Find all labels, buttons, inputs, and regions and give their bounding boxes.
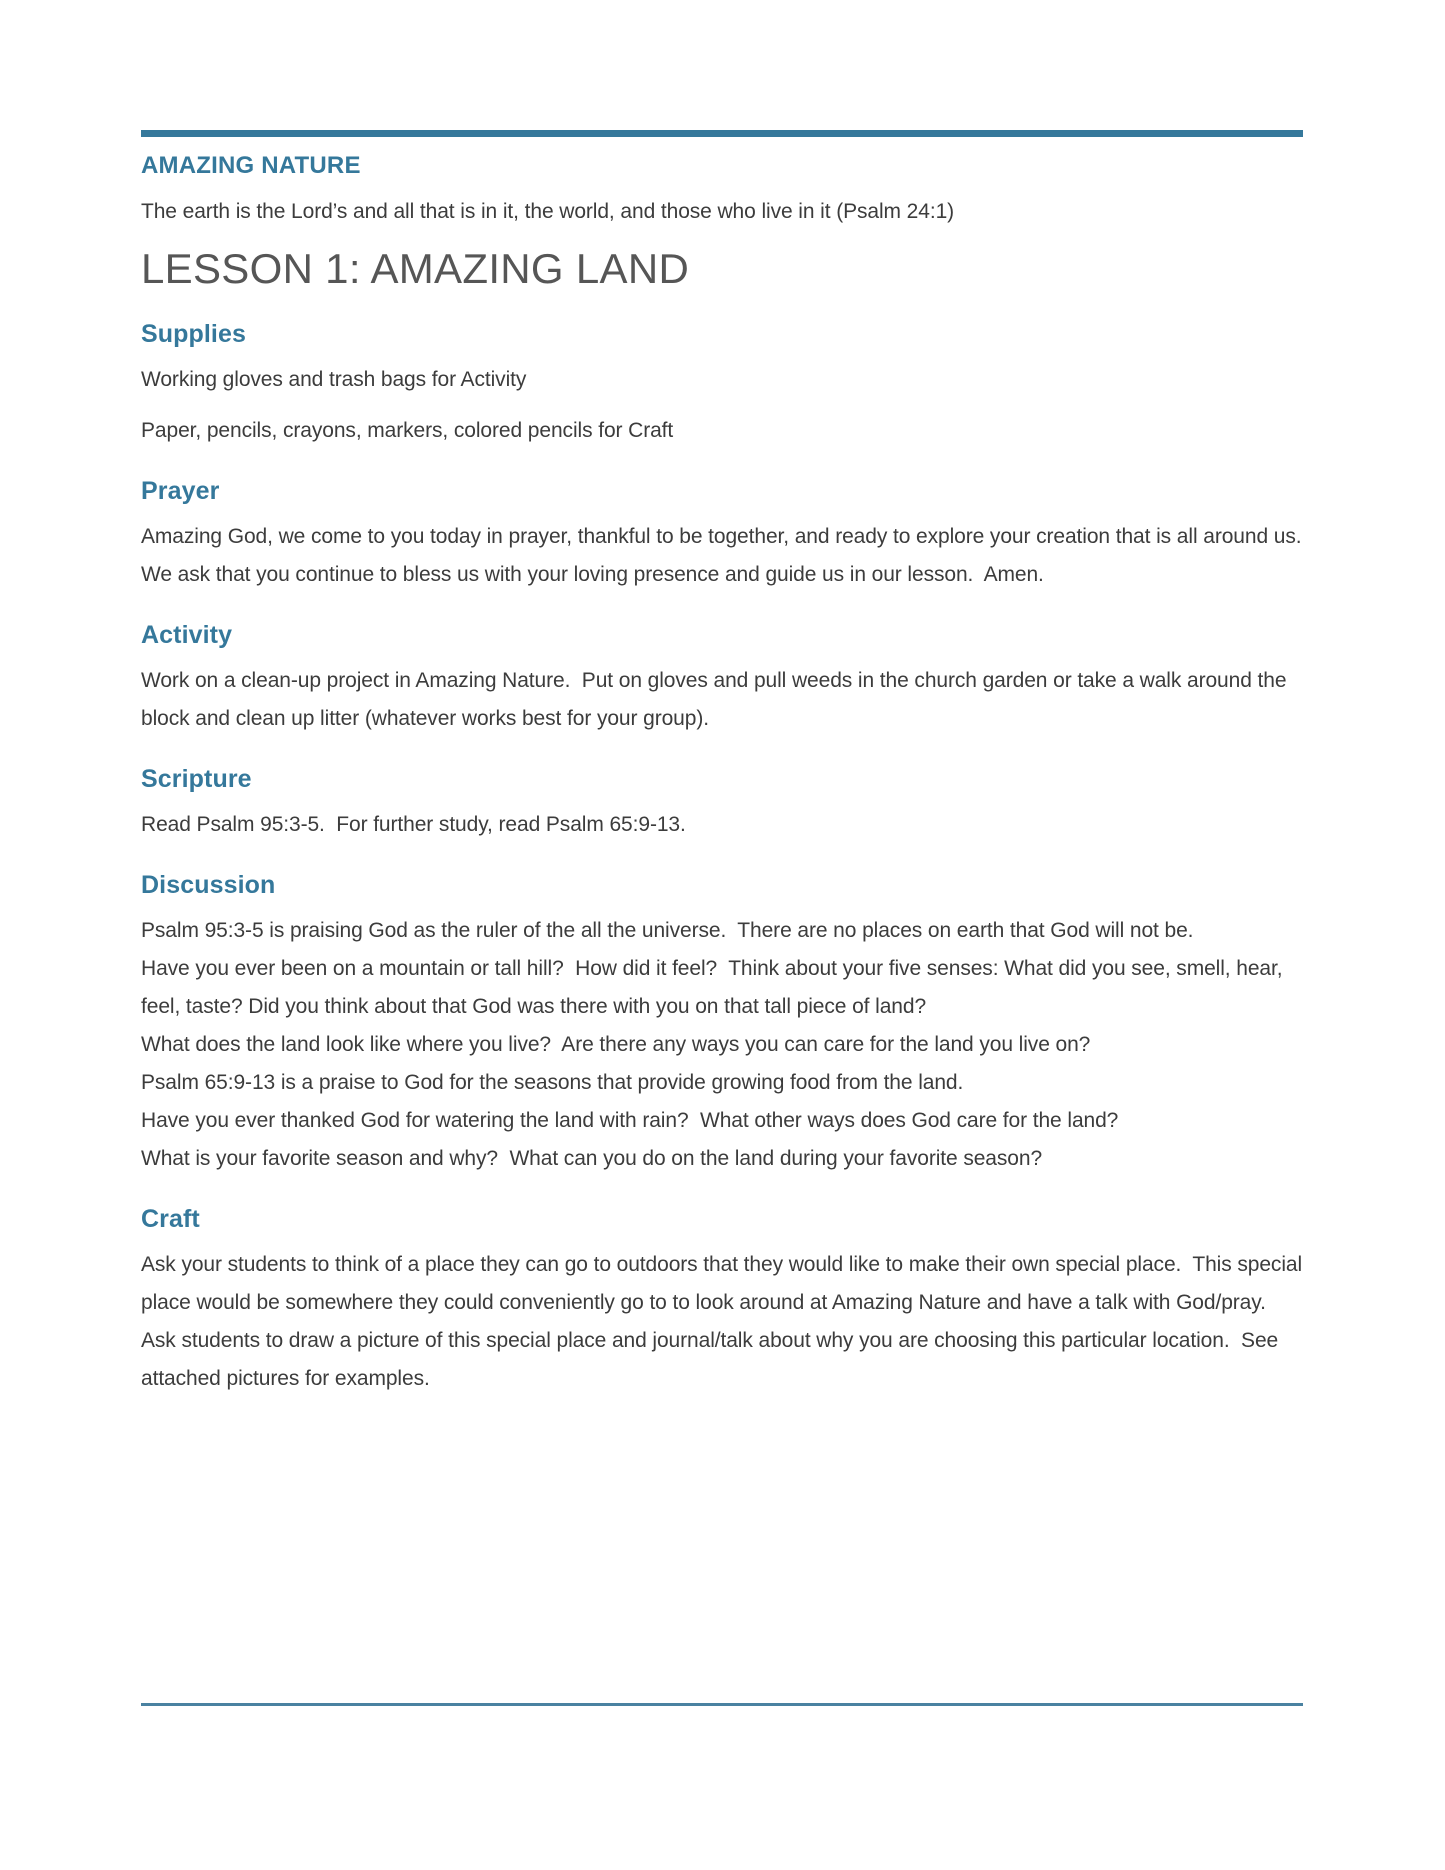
paragraph: Paper, pencils, crayons, markers, colored pencils for Craft <box>141 419 674 443</box>
paragraph: Psalm 65:9-13 is a praise to God for the seasons that provide growing food from the land. <box>141 1071 964 1095</box>
paragraph: Have you ever been on a mountain or tall hill? How did it feel? Think about your five senses: What did you see, smell, hear, feel, taste? Did you think about that God was there with you on that tall piece of land? <box>141 957 1289 1019</box>
section-discussion <box>141 870 1303 1178</box>
section-craft <box>141 1204 1308 1398</box>
document-title: AMAZING NATURE <box>141 152 361 179</box>
lesson-title: LESSON 1: AMAZING LAND <box>141 244 690 292</box>
section-supplies <box>141 319 1303 450</box>
paragraph: Ask your students to think of a place they can go to outdoors that they would like to make their own special place. This special place would be somewhere they could conveniently go to to look around at Amazing Nature and have a talk with God/pray. Ask students to draw a picture of this special place and journal/talk about why you are choosing this particular location. See attached pictures for examples. <box>141 1253 1308 1391</box>
paragraph: What is your favorite season and why? What can you do on the land during your favorite season? <box>141 1147 1043 1171</box>
paragraph: What does the land look like where you live? Are there any ways you can care for the land you live on? <box>141 1033 1091 1057</box>
paragraph: Psalm 95:3-5 is praising God as the ruler of the all the universe. There are no places on earth that God will not be. <box>141 919 1194 943</box>
section-heading-discussion: Discussion <box>141 871 276 900</box>
section-heading-activity: Activity <box>141 621 233 650</box>
paragraph: Work on a clean-up project in Amazing Nature. Put on gloves and pull weeds in the church garden or take a walk around the block and clean up litter (whatever works best for your group). <box>141 669 1293 731</box>
section-heading-supplies: Supplies <box>141 320 246 349</box>
document-subtitle: The earth is the Lord’s and all that is in it, the world, and those who live in it (Psalm 24:1) <box>141 199 955 223</box>
bottom-divider <box>141 1703 1303 1706</box>
section-activity <box>141 620 1303 738</box>
section-prayer <box>141 476 1313 594</box>
section-scripture <box>141 764 1303 844</box>
top-accent-bar <box>141 130 1303 137</box>
section-heading-craft: Craft <box>141 1205 200 1234</box>
section-heading-scripture: Scripture <box>141 765 252 794</box>
paragraph: Have you ever thanked God for watering the land with rain? What other ways does God care for the land? <box>141 1109 1119 1133</box>
paragraph: Amazing God, we come to you today in prayer, thankful to be together, and ready to explore your creation that is all around us. We ask that you continue to bless us with your loving presence and guide us in our lesson. Amen. <box>141 525 1313 587</box>
discussion-lines <box>141 912 1303 1178</box>
paragraph: Read Psalm 95:3-5. For further study, read Psalm 65:9-13. <box>141 813 686 837</box>
section-heading-prayer: Prayer <box>141 477 220 506</box>
paragraph: Working gloves and trash bags for Activity <box>141 368 527 392</box>
